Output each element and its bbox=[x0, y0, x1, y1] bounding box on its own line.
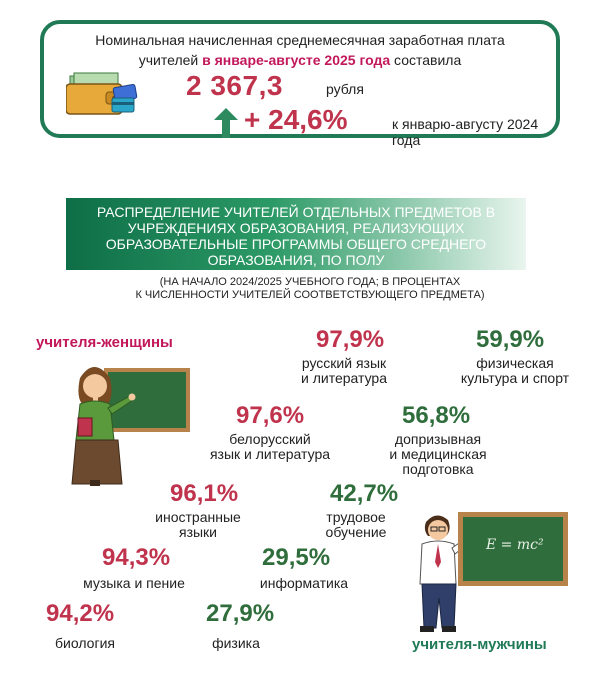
female-teacher-icon bbox=[60, 356, 190, 486]
board-formula: E = mc² bbox=[486, 537, 544, 553]
pct-foreign: 96,1% bbox=[170, 480, 239, 507]
growth-value: + 24,6% bbox=[244, 104, 348, 135]
women-label: учителя-женщины bbox=[36, 334, 173, 351]
pct-pe: 59,9% bbox=[476, 326, 545, 353]
subject-music: музыка и пение bbox=[83, 575, 185, 591]
subject-belarusian: белорусский язык и литература bbox=[209, 431, 331, 462]
subject-foreign: иностранные языки bbox=[155, 509, 241, 540]
pct-informatics: 29,5% bbox=[262, 544, 331, 571]
salary-value: 2 367,3 bbox=[186, 70, 283, 101]
pct-premilitary: 56,8% bbox=[402, 402, 471, 429]
subject-labour: трудовое обучение bbox=[325, 509, 387, 540]
subject-biology: биология bbox=[55, 635, 115, 651]
pct-physics: 27,9% bbox=[206, 600, 275, 627]
subject-pe: физическая культура и спорт bbox=[460, 355, 570, 386]
subject-premilitary: допризывная и медицинская подготовка bbox=[389, 431, 487, 477]
subject-russian: русский язык и литература bbox=[301, 355, 387, 386]
pct-music: 94,3% bbox=[102, 544, 171, 571]
pct-russian: 97,9% bbox=[316, 326, 385, 353]
section-subtitle: (НА НАЧАЛО 2024/2025 УЧЕБНОГО ГОДА; В ПРОЦЕНТАХ К ЧИСЛЕННОСТИ УЧИТЕЛЕЙ СООТВЕТСТВУЮЩЕГО ПРЕДМЕТА) bbox=[135, 276, 485, 301]
salary-unit: рубля bbox=[326, 81, 364, 97]
pct-labour: 42,7% bbox=[330, 480, 399, 507]
salary-card bbox=[40, 20, 560, 148]
wallet-icon bbox=[66, 72, 138, 116]
section-title: РАСПРЕДЕЛЕНИЕ УЧИТЕЛЕЙ ОТДЕЛЬНЫХ ПРЕДМЕТОВ В УЧРЕЖДЕНИЯХ ОБРАЗОВАНИЯ, РЕАЛИЗУЮЩИХ ОБРАЗОВАТЕЛЬНЫЕ ПРОГРАММЫ ОБЩЕГО СРЕДНЕГО ОБРАЗОВАНИЯ, ПО ПОЛУ bbox=[96, 204, 496, 268]
pct-biology: 94,2% bbox=[46, 600, 115, 627]
subject-physics: физика bbox=[212, 635, 260, 651]
salary-period: учителей в январе-августе 2025 года составила bbox=[138, 52, 462, 68]
pct-belarusian: 97,6% bbox=[236, 402, 305, 429]
men-label: учителя-мужчины bbox=[412, 636, 547, 653]
salary-heading: Номинальная начисленная среднемесячная заработная плата bbox=[95, 32, 505, 48]
growth-note: к январю-августу 2024 года bbox=[392, 116, 539, 148]
arrow-up-icon bbox=[214, 108, 238, 138]
period-highlight: в январе-августе 2025 года bbox=[202, 52, 391, 68]
subject-informatics: информатика bbox=[259, 575, 349, 591]
